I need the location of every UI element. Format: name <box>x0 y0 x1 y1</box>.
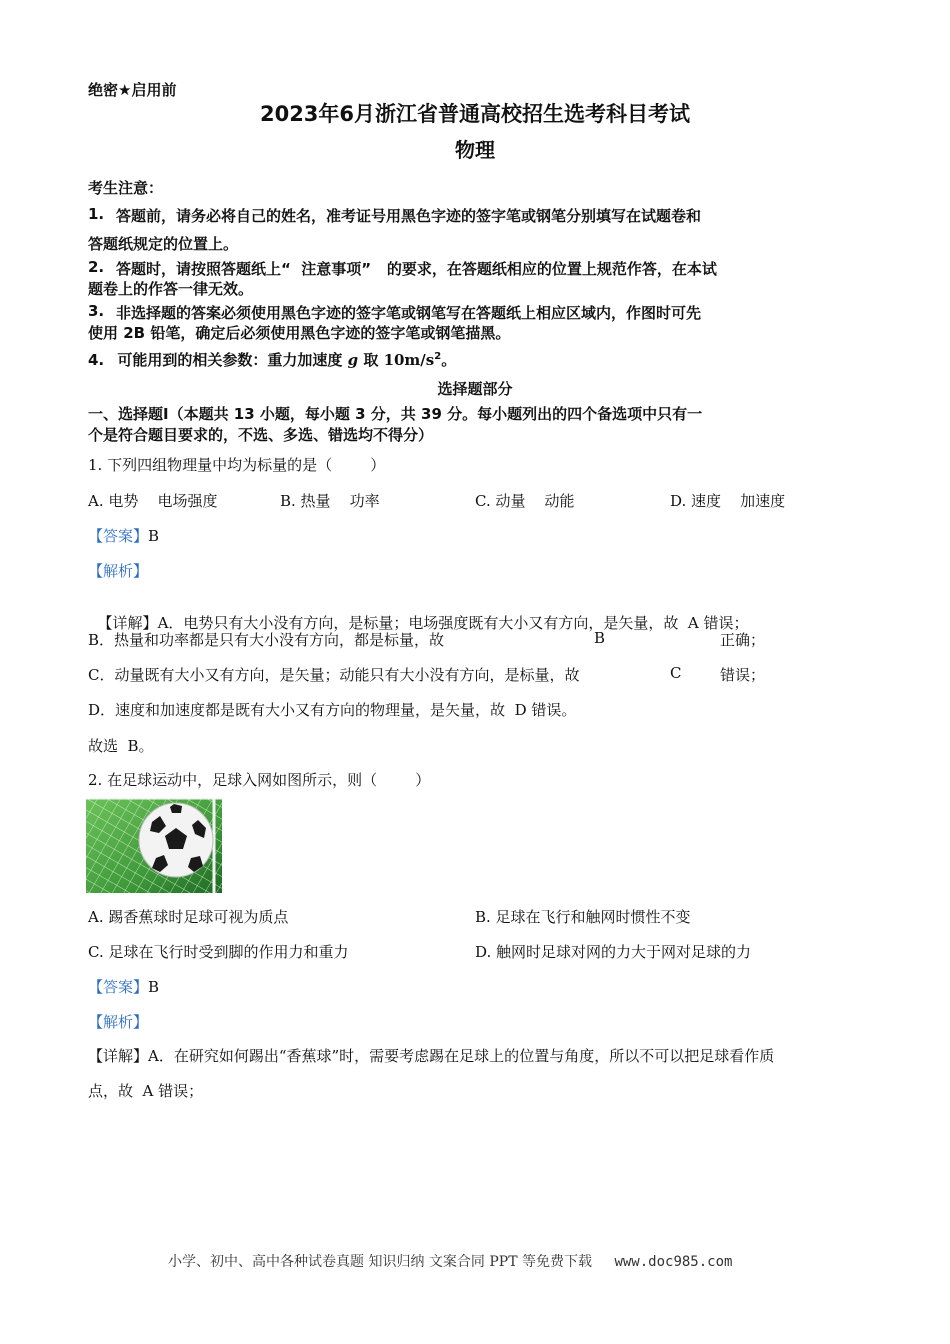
notice-text: 取 <box>358 351 384 369</box>
footer-text: 小学、初中、高中各种试卷真题 知识归纳 文案合同 PPT 等免费下载 <box>168 1254 592 1270</box>
gravity-value: 10m/s <box>383 351 435 369</box>
notice-line: 答题时，请按照答题纸上“ 注意事项” 的要求，在答题纸相应的位置上规范作答，在本试 <box>116 260 717 278</box>
question-2-stem: 2. 在足球运动中，足球入网如图所示，则（ ） <box>88 771 431 789</box>
q1-detail-d: D．速度和加速度都是既有大小又有方向的物理量，是矢量，故 D 错误。 <box>88 701 577 719</box>
detail-tag: 【详解】 <box>88 1047 149 1065</box>
answer-tag: 【答案】 <box>88 527 149 545</box>
confidential-mark: 绝密★启用前 <box>88 81 177 99</box>
notice-line: 非选择题的答案必须使用黑色字迹的签字笔或钢笔写在答题纸上相应区域内，作图时可先 <box>116 304 702 322</box>
q1-analysis-tag: 【解析】 <box>88 562 149 580</box>
gravity-exponent: 2 <box>434 351 442 362</box>
detail-tag: 【详解】 <box>97 614 158 632</box>
soccer-ball-icon <box>139 803 213 877</box>
q1-detail-b-letter: B <box>594 629 606 647</box>
q2-answer <box>88 976 159 997</box>
q2-analysis-tag: 【解析】 <box>88 1013 149 1031</box>
q1-option-c: C. 动量 动能 <box>475 492 575 510</box>
q2-option-c: C. 足球在飞行时受到脚的作用力和重力 <box>88 943 349 961</box>
notice-line: 答题前，请务必将自己的姓名，准考证号用黑色字迹的签字笔或钢笔分别填写在试题卷和 <box>116 207 702 225</box>
detail-text: A．电势只有大小没有方向，是标量；电场强度既有大小又有方向，是矢量，故 A 错误； <box>157 614 749 632</box>
q2-option-a: A. 踢香蕉球时足球可视为质点 <box>88 908 289 926</box>
q1-option-b: B. 热量 功率 <box>280 492 380 510</box>
notice-text: 可能用到的相关参数：重力加速度 <box>117 351 348 369</box>
notice-line: 题卷上的作答一律无效。 <box>88 280 254 298</box>
notice-num: 4. <box>88 351 105 369</box>
gravity-symbol: g <box>347 351 359 369</box>
q1-answer <box>88 525 159 546</box>
soccer-goal-image <box>86 798 222 893</box>
notice-item-4 <box>88 349 456 370</box>
notice-num: 2. <box>88 258 105 276</box>
q2-detail-line <box>88 1045 774 1066</box>
exam-title: 2023年6月浙江省普通高校招生选考科目考试 <box>259 102 691 126</box>
notice-line: 使用 2B 铅笔，确定后必须使用黑色字迹的签字笔或钢笔描黑。 <box>88 324 511 342</box>
q1-option-a: A. 电势 电场强度 <box>88 492 218 510</box>
q1-detail-line <box>88 594 749 633</box>
answer-value: B <box>148 527 160 545</box>
q2-option-b: B. 足球在飞行和触网时惯性不变 <box>475 908 691 926</box>
notice-heading: 考生注意： <box>88 179 164 197</box>
question-1-stem: 1. 下列四组物理量中均为标量的是（ ） <box>88 456 386 474</box>
q1-detail-c-result: 错误； <box>720 666 766 684</box>
answer-tag: 【答案】 <box>88 978 149 996</box>
q1-option-d: D. 速度 加速度 <box>670 492 786 510</box>
notice-num: 3. <box>88 302 105 320</box>
answer-value: B <box>148 978 160 996</box>
q2-option-d: D. 触网时足球对网的力大于网对足球的力 <box>475 943 752 961</box>
q1-detail-c-letter: C <box>670 664 682 682</box>
section-title: 选择题部分 <box>437 380 513 398</box>
q2-detail-line-cont: 点，故 A 错误； <box>88 1082 204 1100</box>
q1-detail-c: C．动量既有大小又有方向，是矢量；动能只有大小没有方向，是标量，故 <box>88 666 580 684</box>
section-instruction: 一、选择题Ⅰ（本题共 13 小题，每小题 3 分，共 39 分。每小题列出的四个备选项中只有一 <box>88 405 703 423</box>
section-instruction: 个是符合题目要求的，不选、多选、错选均不得分） <box>88 426 434 444</box>
q1-conclusion: 故选 B。 <box>88 737 154 755</box>
notice-num: 1. <box>88 205 105 223</box>
notice-text: 。 <box>441 351 457 369</box>
footer-link[interactable]: www.doc985.com <box>614 1254 733 1270</box>
subject-title: 物理 <box>455 138 495 162</box>
q1-detail-b: B．热量和功率都是只有大小没有方向，都是标量，故 <box>88 631 445 649</box>
footer <box>168 1251 732 1271</box>
notice-line: 答题纸规定的位置上。 <box>88 235 239 253</box>
q1-detail-b-result: 正确； <box>720 631 766 649</box>
detail-text: A．在研究如何踢出“香蕉球”时，需要考虑踢在足球上的位置与角度，所以不可以把足球看作质 <box>148 1047 775 1065</box>
